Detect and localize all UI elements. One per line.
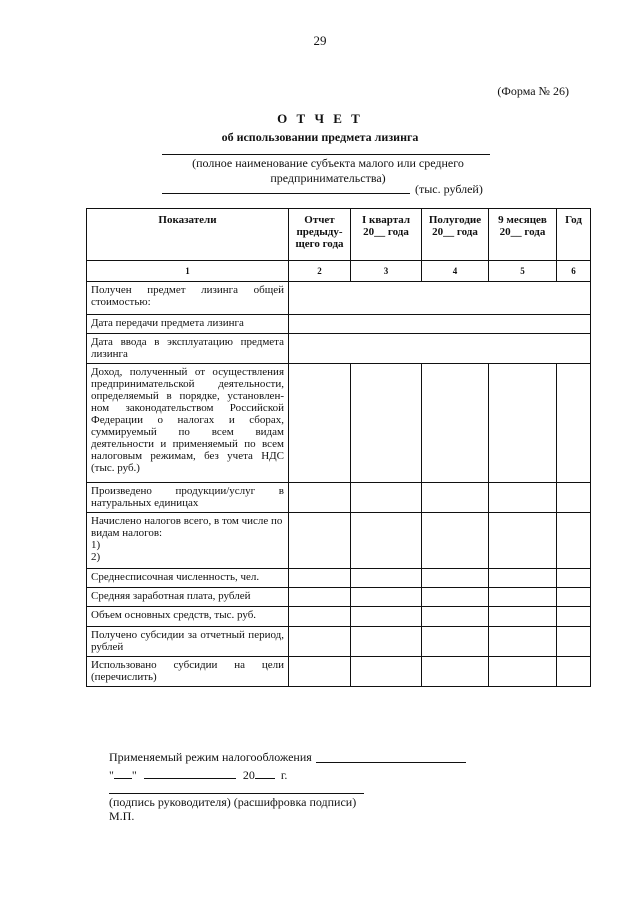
value-cell[interactable]: [489, 588, 557, 607]
row-label: Получено субсидии за отчетный период, рублей: [87, 627, 289, 657]
row-label-group: [87, 513, 289, 569]
signature-field[interactable]: [109, 793, 364, 794]
header-half-year: Полугодие 20__ года: [422, 209, 489, 261]
header-9-months: 9 месяцев 20__ года: [489, 209, 557, 261]
entity-name-field[interactable]: [162, 154, 490, 155]
value-cell[interactable]: [489, 627, 557, 657]
value-cell[interactable]: [489, 569, 557, 588]
units-label: (тыс. рублей): [415, 182, 483, 196]
document-title: О Т Ч Е Т: [277, 111, 363, 126]
value-cell[interactable]: [557, 513, 591, 569]
value-cell[interactable]: [351, 607, 422, 627]
row-label: Использовано субсидии на цели (перечислить): [87, 657, 289, 687]
value-cell[interactable]: [557, 569, 591, 588]
value-cell[interactable]: [351, 588, 422, 607]
row-label: Начислено налогов всего, в том числе по видам налогов:: [91, 515, 283, 539]
merged-value-cell[interactable]: [289, 334, 591, 364]
value-cell[interactable]: [557, 607, 591, 627]
day-field[interactable]: [114, 766, 132, 779]
value-cell[interactable]: [489, 607, 557, 627]
table-row: [87, 627, 591, 657]
value-cell[interactable]: [557, 364, 591, 483]
value-cell[interactable]: [489, 513, 557, 569]
entity-caption: (полное наименование субъекта малого или среднего предпринимательства): [192, 156, 464, 185]
date-quote-close: ": [131, 768, 137, 782]
column-number: 1: [87, 261, 289, 282]
row-label: Дата ввода в эксплуатацию предмета лизинга: [87, 334, 289, 364]
header-year: Год: [557, 209, 591, 261]
column-number: 6: [557, 261, 591, 282]
table-row: [87, 513, 591, 569]
value-cell[interactable]: [289, 607, 351, 627]
table-row: [87, 607, 591, 627]
table-row: [87, 483, 591, 513]
signature-caption: (подпись руководителя) (расшифровка подписи): [109, 795, 357, 809]
year-suffix: г.: [280, 768, 288, 782]
row-label: Доход, полученный от осуществления предпринимательской деятельности, определяемый в порядке, установлен-ном законодательством Российской Федерации о налогах и сборах, суммируемый по всем видам деятельности и применяемый по всем налоговым режимам, без учета НДС (тыс. руб.): [87, 364, 289, 483]
value-cell[interactable]: [351, 627, 422, 657]
row-label: Среднесписочная численность, чел.: [87, 569, 289, 588]
row-sub-line: 2): [91, 551, 101, 563]
value-cell[interactable]: [557, 627, 591, 657]
stamp-label: М.П.: [109, 809, 135, 823]
value-cell[interactable]: [489, 657, 557, 687]
value-cell[interactable]: [422, 483, 489, 513]
value-cell[interactable]: [289, 513, 351, 569]
header-indicators: Показатели: [87, 209, 289, 261]
value-cell[interactable]: [289, 364, 351, 483]
value-cell[interactable]: [351, 483, 422, 513]
header-q1: I квартал 20__ года: [351, 209, 422, 261]
value-cell[interactable]: [351, 569, 422, 588]
value-cell[interactable]: [422, 569, 489, 588]
table-row: [87, 569, 591, 588]
value-cell[interactable]: [351, 513, 422, 569]
column-number: 4: [422, 261, 489, 282]
value-cell[interactable]: [489, 364, 557, 483]
year-field[interactable]: [255, 766, 275, 779]
column-number: 5: [489, 261, 557, 282]
value-cell[interactable]: [422, 588, 489, 607]
merged-value-cell[interactable]: [289, 315, 591, 334]
form-number: (Форма № 26): [497, 84, 569, 98]
units-field[interactable]: [162, 193, 410, 194]
row-sub-line: 1): [91, 539, 101, 551]
table-row: [87, 364, 591, 483]
date-line: [109, 766, 287, 783]
row-label: Произведено продукции/услуг в натуральных единицах: [87, 483, 289, 513]
value-cell[interactable]: [557, 483, 591, 513]
report-table: [86, 208, 591, 687]
value-cell[interactable]: [422, 627, 489, 657]
date-quote-open: ": [109, 768, 114, 782]
row-label: Получен предмет лизинга общей стоимостью:: [87, 282, 289, 315]
month-field[interactable]: [144, 766, 236, 779]
value-cell[interactable]: [557, 657, 591, 687]
page-number: 29: [313, 33, 327, 48]
column-number: 3: [351, 261, 422, 282]
table-header-row: [87, 209, 591, 261]
table-row: [87, 657, 591, 687]
table-row: [87, 282, 591, 315]
value-cell[interactable]: [422, 364, 489, 483]
table-row: [87, 334, 591, 364]
value-cell[interactable]: [489, 483, 557, 513]
value-cell[interactable]: [422, 657, 489, 687]
value-cell[interactable]: [422, 513, 489, 569]
value-cell[interactable]: [351, 364, 422, 483]
value-cell[interactable]: [289, 569, 351, 588]
year-prefix: 20: [242, 768, 255, 782]
value-cell[interactable]: [289, 657, 351, 687]
row-label: Средняя заработная плата, рублей: [87, 588, 289, 607]
value-cell[interactable]: [557, 588, 591, 607]
header-prev-year: Отчет предыду-щего года: [289, 209, 351, 261]
value-cell[interactable]: [289, 483, 351, 513]
column-number-row: [87, 261, 591, 282]
column-number: 2: [289, 261, 351, 282]
value-cell[interactable]: [289, 627, 351, 657]
row-label: Дата передачи предмета лизинга: [87, 315, 289, 334]
tax-regime-label: Применяемый режим налогообложения: [109, 750, 312, 764]
value-cell[interactable]: [351, 657, 422, 687]
tax-regime-field[interactable]: [316, 762, 466, 763]
document-subtitle: об использовании предмета лизинга: [221, 130, 419, 144]
value-cell[interactable]: [289, 588, 351, 607]
row-label: Объем основных средств, тыс. руб.: [87, 607, 289, 627]
table-row: [87, 315, 591, 334]
value-cell[interactable]: [422, 607, 489, 627]
table-row: [87, 588, 591, 607]
merged-value-cell[interactable]: [289, 282, 591, 315]
